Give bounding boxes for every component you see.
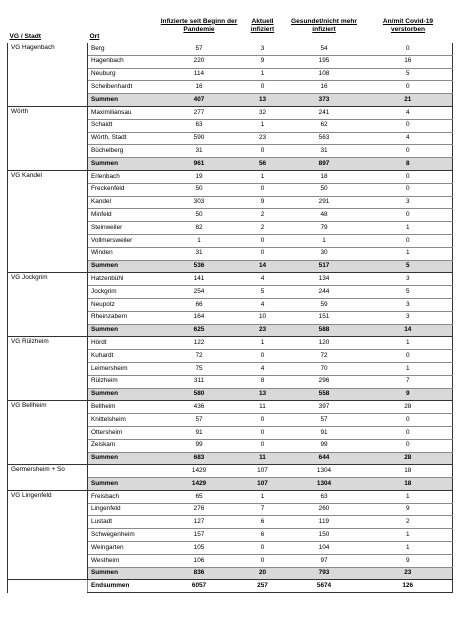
gesundet-cell: 97 [285, 554, 364, 567]
verstorben-cell: 126 [364, 580, 453, 593]
infizierte-cell: 57 [158, 43, 241, 55]
verstorben-cell: 0 [364, 426, 453, 439]
infizierte-cell: 580 [158, 388, 241, 401]
gesundet-cell: 558 [285, 388, 364, 401]
aktuell-cell: 9 [241, 55, 285, 68]
ort-cell: Endsummen [88, 580, 158, 593]
aktuell-cell: 257 [241, 580, 285, 593]
ort-cell: Ottersheim [88, 426, 158, 439]
infizierte-cell: 50 [158, 209, 241, 222]
table-header [8, 9, 453, 43]
aktuell-cell: 11 [241, 452, 285, 465]
infizierte-cell: 82 [158, 222, 241, 235]
gesundet-cell: 119 [285, 516, 364, 529]
aktuell-cell: 1 [241, 119, 285, 132]
aktuell-cell: 0 [241, 81, 285, 94]
aktuell-cell: 0 [241, 350, 285, 363]
ort-cell: Hagenbach [88, 55, 158, 68]
infizierte-cell: 836 [158, 567, 241, 580]
ort-cell: Schwegenheim [88, 529, 158, 542]
aktuell-cell: 1 [241, 490, 285, 503]
infizierte-cell: 220 [158, 55, 241, 68]
gesundet-cell: 151 [285, 311, 364, 324]
verstorben-cell: 4 [364, 106, 453, 119]
aktuell-cell: 4 [241, 273, 285, 286]
infizierte-cell: 277 [158, 106, 241, 119]
infizierte-cell: 122 [158, 337, 241, 350]
header-vg-stadt: VG / Stadt [9, 32, 42, 40]
infizierte-cell: 536 [158, 260, 241, 273]
aktuell-cell: 1 [241, 68, 285, 81]
verstorben-cell: 21 [364, 94, 453, 107]
aktuell-cell: 0 [241, 234, 285, 247]
gesundet-cell: 195 [285, 55, 364, 68]
verstorben-cell: 1 [364, 529, 453, 542]
table-row [8, 170, 453, 183]
gesundet-cell: 1304 [285, 465, 364, 478]
table-row [8, 106, 453, 119]
verstorben-cell: 3 [364, 311, 453, 324]
verstorben-cell: 0 [364, 183, 453, 196]
ort-cell: Vollmersweiler [88, 234, 158, 247]
ort-cell: Freisbach [88, 490, 158, 503]
infizierte-cell: 961 [158, 158, 241, 171]
verstorben-cell: 16 [364, 55, 453, 68]
verstorben-cell: 1 [364, 362, 453, 375]
aktuell-cell: 23 [241, 132, 285, 145]
ort-cell: Summen [88, 324, 158, 337]
ort-cell: Berg [88, 43, 158, 55]
verstorben-cell: 28 [364, 452, 453, 465]
infizierte-cell: 1 [158, 234, 241, 247]
infizierte-cell: 141 [158, 273, 241, 286]
gesundet-cell: 397 [285, 401, 364, 414]
verstorben-cell: 1 [364, 337, 453, 350]
ort-cell: Summen [88, 260, 158, 273]
aktuell-cell: 0 [241, 439, 285, 452]
aktuell-cell: 3 [241, 43, 285, 55]
verstorben-cell: 3 [364, 273, 453, 286]
ort-cell: Steinweiler [88, 222, 158, 235]
ort-cell: Freckenfeld [88, 183, 158, 196]
aktuell-cell: 23 [241, 324, 285, 337]
vg-stadt-cell: Wörth [8, 106, 88, 170]
ort-cell: Summen [88, 158, 158, 171]
gesundet-cell: 260 [285, 503, 364, 516]
verstorben-cell: 3 [364, 298, 453, 311]
gesundet-cell: 31 [285, 145, 364, 158]
infizierte-cell: 105 [158, 542, 241, 555]
verstorben-cell: 2 [364, 516, 453, 529]
ort-cell: Leimersheim [88, 362, 158, 375]
infizierte-cell: 407 [158, 94, 241, 107]
gesundet-cell: 244 [285, 286, 364, 299]
gesundet-cell: 16 [285, 81, 364, 94]
table-row [8, 43, 453, 55]
verstorben-cell: 0 [364, 350, 453, 363]
ort-cell: Bellheim [88, 401, 158, 414]
ort-cell: Rülzheim [88, 375, 158, 388]
infizierte-cell: 164 [158, 311, 241, 324]
ort-cell: Hördt [88, 337, 158, 350]
covid-cases-table [7, 9, 453, 593]
gesundet-cell: 291 [285, 196, 364, 209]
infizierte-cell: 65 [158, 490, 241, 503]
ort-cell: Neupotz [88, 298, 158, 311]
gesundet-cell: 91 [285, 426, 364, 439]
verstorben-cell: 3 [364, 196, 453, 209]
verstorben-cell: 0 [364, 119, 453, 132]
aktuell-cell: 1 [241, 337, 285, 350]
gesundet-cell: 63 [285, 490, 364, 503]
infizierte-cell: 311 [158, 375, 241, 388]
aktuell-cell: 0 [241, 145, 285, 158]
verstorben-cell: 28 [364, 401, 453, 414]
gesundet-cell: 62 [285, 119, 364, 132]
verstorben-cell: 0 [364, 81, 453, 94]
ort-cell: Knittelsheim [88, 414, 158, 427]
aktuell-cell: 6 [241, 529, 285, 542]
ort-cell: Kandel [88, 196, 158, 209]
verstorben-cell: 5 [364, 260, 453, 273]
endsummen-row [8, 580, 453, 593]
ort-cell: Minfeld [88, 209, 158, 222]
gesundet-cell: 99 [285, 439, 364, 452]
ort-cell: Maximiliansau [88, 106, 158, 119]
gesundet-cell: 59 [285, 298, 364, 311]
verstorben-cell: 0 [364, 170, 453, 183]
verstorben-cell: 1 [364, 542, 453, 555]
aktuell-cell: 9 [241, 196, 285, 209]
infizierte-cell: 16 [158, 81, 241, 94]
header-ort: Ort [89, 32, 100, 40]
aktuell-cell: 5 [241, 286, 285, 299]
aktuell-cell: 0 [241, 247, 285, 260]
gesundet-cell: 70 [285, 362, 364, 375]
infizierte-cell: 75 [158, 362, 241, 375]
verstorben-cell: 0 [364, 439, 453, 452]
ort-cell [88, 465, 158, 478]
ort-cell: Rheinzabern [88, 311, 158, 324]
ort-cell: Hatzenbühl [88, 273, 158, 286]
verstorben-cell: 4 [364, 132, 453, 145]
aktuell-cell: 14 [241, 260, 285, 273]
header-aktuell: Aktuell infiziert [250, 17, 275, 33]
aktuell-cell: 11 [241, 401, 285, 414]
ort-cell: Summen [88, 478, 158, 491]
header-row [8, 9, 453, 43]
infizierte-cell: 127 [158, 516, 241, 529]
gesundet-cell: 150 [285, 529, 364, 542]
gesundet-cell: 79 [285, 222, 364, 235]
infizierte-cell: 72 [158, 350, 241, 363]
verstorben-cell: 7 [364, 375, 453, 388]
aktuell-cell: 1 [241, 170, 285, 183]
gesundet-cell: 588 [285, 324, 364, 337]
aktuell-cell: 107 [241, 465, 285, 478]
infizierte-cell: 683 [158, 452, 241, 465]
table-row [8, 465, 453, 478]
gesundet-cell: 563 [285, 132, 364, 145]
vg-stadt-cell: VG Rülzheim [8, 337, 88, 401]
infizierte-cell: 91 [158, 426, 241, 439]
ort-cell: Zeiskam [88, 439, 158, 452]
infizierte-cell: 31 [158, 247, 241, 260]
gesundet-cell: 30 [285, 247, 364, 260]
table-row [8, 401, 453, 414]
infizierte-cell: 625 [158, 324, 241, 337]
header-gesundet: Gesundet/nicht mehr infiziert [291, 17, 357, 33]
aktuell-cell: 20 [241, 567, 285, 580]
infizierte-cell: 1429 [158, 465, 241, 478]
infizierte-cell: 436 [158, 401, 241, 414]
verstorben-cell: 0 [364, 414, 453, 427]
gesundet-cell: 50 [285, 183, 364, 196]
ort-cell: Summen [88, 567, 158, 580]
infizierte-cell: 590 [158, 132, 241, 145]
aktuell-cell: 2 [241, 222, 285, 235]
table-body [8, 43, 453, 593]
aktuell-cell: 56 [241, 158, 285, 171]
header-verstorben: An/mit Covid-19 verstorben [382, 17, 434, 33]
infizierte-cell: 114 [158, 68, 241, 81]
verstorben-cell: 14 [364, 324, 453, 337]
gesundet-cell: 644 [285, 452, 364, 465]
verstorben-cell: 5 [364, 286, 453, 299]
aktuell-cell: 0 [241, 426, 285, 439]
verstorben-cell: 8 [364, 158, 453, 171]
verstorben-cell: 9 [364, 388, 453, 401]
aktuell-cell: 0 [241, 554, 285, 567]
ort-cell: Neuburg [88, 68, 158, 81]
aktuell-cell: 4 [241, 362, 285, 375]
gesundet-cell: 1 [285, 234, 364, 247]
vg-stadt-cell: VG Lingenfeld [8, 490, 88, 580]
verstorben-cell: 9 [364, 554, 453, 567]
ort-cell: Summen [88, 452, 158, 465]
gesundet-cell: 57 [285, 414, 364, 427]
infizierte-cell: 106 [158, 554, 241, 567]
infizierte-cell: 157 [158, 529, 241, 542]
infizierte-cell: 31 [158, 145, 241, 158]
ort-cell: Scheibenhardt [88, 81, 158, 94]
ort-cell: Summen [88, 388, 158, 401]
infizierte-cell: 50 [158, 183, 241, 196]
gesundet-cell: 241 [285, 106, 364, 119]
ort-cell: Erlenbach [88, 170, 158, 183]
aktuell-cell: 13 [241, 94, 285, 107]
gesundet-cell: 108 [285, 68, 364, 81]
ort-cell: Westheim [88, 554, 158, 567]
verstorben-cell: 18 [364, 478, 453, 491]
gesundet-cell: 5674 [285, 580, 364, 593]
aktuell-cell: 107 [241, 478, 285, 491]
infizierte-cell: 276 [158, 503, 241, 516]
ort-cell: Jockgrim [88, 286, 158, 299]
infizierte-cell: 19 [158, 170, 241, 183]
ort-cell: Wörth, Stadt [88, 132, 158, 145]
aktuell-cell: 13 [241, 388, 285, 401]
ort-cell: Schaidt [88, 119, 158, 132]
verstorben-cell: 0 [364, 145, 453, 158]
verstorben-cell: 23 [364, 567, 453, 580]
ort-cell: Lustadt [88, 516, 158, 529]
vg-stadt-cell: Germersheim + So [8, 465, 88, 491]
infizierte-cell: 254 [158, 286, 241, 299]
gesundet-cell: 373 [285, 94, 364, 107]
aktuell-cell: 6 [241, 516, 285, 529]
gesundet-cell: 897 [285, 158, 364, 171]
gesundet-cell: 72 [285, 350, 364, 363]
vg-stadt-cell: VG Hagenbach [8, 43, 88, 106]
table-row [8, 337, 453, 350]
gesundet-cell: 134 [285, 273, 364, 286]
vg-stadt-cell: VG Jockgrim [8, 273, 88, 337]
covid-table-container [7, 9, 452, 593]
verstorben-cell: 5 [364, 68, 453, 81]
vg-stadt-cell: VG Kandel [8, 170, 88, 272]
aktuell-cell: 0 [241, 542, 285, 555]
aktuell-cell: 8 [241, 375, 285, 388]
infizierte-cell: 66 [158, 298, 241, 311]
gesundet-cell: 296 [285, 375, 364, 388]
gesundet-cell: 793 [285, 567, 364, 580]
infizierte-cell: 57 [158, 414, 241, 427]
vg-stadt-cell: VG Bellheim [8, 401, 88, 465]
ort-cell: Kuhardt [88, 350, 158, 363]
aktuell-cell: 2 [241, 209, 285, 222]
ort-cell: Weingarten [88, 542, 158, 555]
verstorben-cell: 18 [364, 465, 453, 478]
gesundet-cell: 104 [285, 542, 364, 555]
gesundet-cell: 517 [285, 260, 364, 273]
verstorben-cell: 1 [364, 222, 453, 235]
aktuell-cell: 7 [241, 503, 285, 516]
infizierte-cell: 99 [158, 439, 241, 452]
aktuell-cell: 0 [241, 183, 285, 196]
aktuell-cell: 0 [241, 414, 285, 427]
infizierte-cell: 63 [158, 119, 241, 132]
aktuell-cell: 4 [241, 298, 285, 311]
gesundet-cell: 54 [285, 43, 364, 55]
verstorben-cell: 9 [364, 503, 453, 516]
verstorben-cell: 0 [364, 234, 453, 247]
gesundet-cell: 120 [285, 337, 364, 350]
verstorben-cell: 1 [364, 247, 453, 260]
ort-cell: Lingenfeld [88, 503, 158, 516]
table-row [8, 273, 453, 286]
verstorben-cell: 1 [364, 490, 453, 503]
gesundet-cell: 18 [285, 170, 364, 183]
infizierte-cell: 303 [158, 196, 241, 209]
header-infizierte: Infizierte seit Beginn der Pandemie [160, 17, 238, 33]
infizierte-cell: 1429 [158, 478, 241, 491]
infizierte-cell: 6057 [158, 580, 241, 593]
gesundet-cell: 48 [285, 209, 364, 222]
ort-cell: Summen [88, 94, 158, 107]
aktuell-cell: 32 [241, 106, 285, 119]
empty-cell [8, 580, 88, 593]
verstorben-cell: 0 [364, 43, 453, 55]
ort-cell: Büchelberg [88, 145, 158, 158]
aktuell-cell: 10 [241, 311, 285, 324]
table-row [8, 490, 453, 503]
gesundet-cell: 1304 [285, 478, 364, 491]
ort-cell: Winden [88, 247, 158, 260]
verstorben-cell: 0 [364, 209, 453, 222]
